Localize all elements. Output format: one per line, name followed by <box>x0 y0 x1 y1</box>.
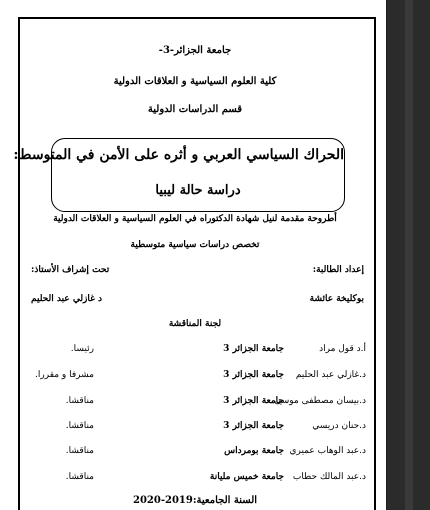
member-role: مناقشا. <box>65 446 94 456</box>
member-name: أ.د قول مراد <box>319 344 366 354</box>
academic-year: السنة الجامعية:2019-2020 <box>132 495 258 506</box>
member-institution: جامعة الجزائر 3 <box>223 370 284 380</box>
student-name: بوكليخة عائشة <box>309 294 364 304</box>
member-name: د.حنان دريسي <box>312 421 366 431</box>
member-role: رئيسا. <box>70 344 94 354</box>
committee-row <box>30 421 366 437</box>
committee-row <box>30 370 366 386</box>
thesis-subtitle: دراسة حالة ليبيا <box>155 183 241 198</box>
prepared-by-label: إعداد الطالبة: <box>312 265 364 275</box>
committee-row <box>30 396 366 412</box>
committee-row <box>30 344 366 360</box>
thesis-title: الحراك السياسي العربي و أثره على الأمن في المتوسط: <box>13 147 344 163</box>
supervisor-label: تحت إشراف الأستاذ: <box>31 265 110 275</box>
member-name: د.بيسان مصطفى موسى <box>274 396 366 406</box>
faculty-name: كلية العلوم السياسية و العلاقات الدولية <box>113 76 277 87</box>
committee-row <box>30 446 366 462</box>
scrollbar-thumb[interactable] <box>405 0 413 510</box>
supervisor-name: د غازلي عبد الحليم <box>31 294 102 304</box>
university-name: جامعة الجزائر-3- <box>158 45 232 56</box>
department-name: قسم الدراسات الدولية <box>147 104 243 115</box>
member-name: د.عبد الوهاب عميري <box>289 446 366 456</box>
member-institution: جامعة الجزائر 3 <box>223 421 284 431</box>
viewer-scrollbar[interactable] <box>386 0 430 510</box>
member-name: د.عبد المالك حطاب <box>292 472 366 482</box>
member-institution: جامعة الجزائر 3 <box>223 344 284 354</box>
member-name: د.غازلي عبد الحليم <box>295 370 366 380</box>
member-role: مشرفا و مقررا. <box>35 370 94 380</box>
committee-heading: لجنة المناقشة <box>168 319 222 329</box>
thesis-description: أطروحة مقدمة لنيل شهادة الدكتوراه في العلوم السياسية و العلاقات الدولية <box>53 214 337 224</box>
member-institution: جامعة خميس مليانة <box>209 472 284 482</box>
member-role: مناقشا. <box>65 396 94 406</box>
member-institution: جامعة بومرداس <box>224 446 284 456</box>
committee-row <box>30 472 366 488</box>
thesis-specialty: تخصص دراسات سياسية متوسطية <box>130 240 260 250</box>
member-role: مناقشا. <box>65 421 94 431</box>
title-box <box>13 138 345 212</box>
member-institution: جامعة الجزائر 3 <box>223 396 284 406</box>
member-role: مناقشا. <box>65 472 94 482</box>
